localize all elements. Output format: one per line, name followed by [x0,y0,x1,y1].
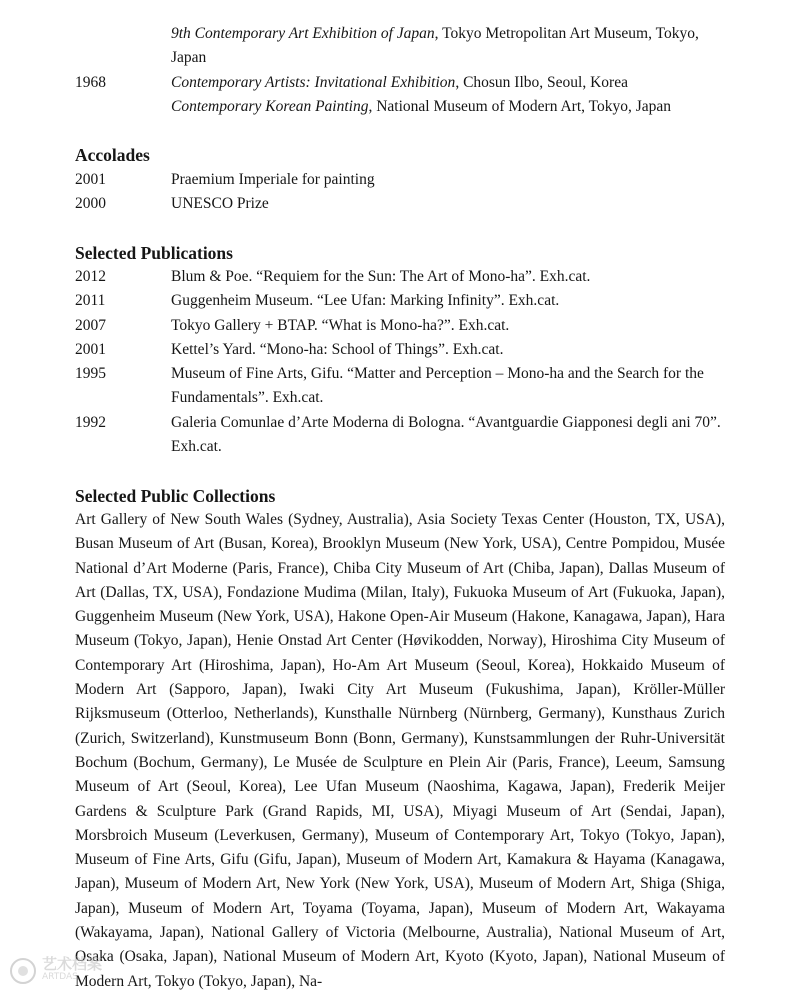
watermark [10,955,103,984]
publication-year: 2007 [75,316,106,334]
exhibition-title: Contemporary Korean Painting [171,97,369,115]
accolade-year: 2001 [75,170,106,188]
collections-heading: Selected Public Collections [75,485,276,506]
exhibition-title: 9th Contemporary Art Exhibition of Japan [171,25,435,42]
exhibition-row [75,71,725,95]
watermark-logo-icon [10,958,36,984]
accolade-row [75,192,725,216]
publication-year: 2001 [75,340,106,358]
publication-row [75,265,725,289]
publication-row [75,411,725,460]
section-spacer [75,459,725,483]
exhibition-venue: , Chosun Ilbo, Seoul, Korea [455,73,628,91]
exhibition-row [75,95,725,119]
publication-row [75,362,725,411]
exhibition-entry [171,22,725,71]
publication-row [75,338,725,362]
exhibition-venue-cont: Japan [171,49,207,67]
publication-year: 2012 [75,267,106,285]
watermark-text [42,955,103,984]
publication-text: Tokyo Gallery + BTAP. “What is Mono-ha?”. Exh.cat. [171,316,510,334]
publication-year: 2011 [75,292,106,310]
exhibition-year: 1968 [75,73,106,91]
publication-row [75,314,725,338]
exhibition-title: Contemporary Artists: Invitational Exhibition [171,73,456,91]
publication-text: Kettel’s Yard. “Mono-ha: School of Things”. Exh.cat. [171,340,504,358]
accolade-year: 2000 [75,195,106,213]
exhibition-year [75,22,171,71]
exhibition-entry [171,95,725,119]
accolade-row [75,168,725,192]
exhibition-entry [171,71,725,95]
publication-text: Galeria Comunlae d’Arte Moderna di Bologna. “Avantguardie Giapponesi degli ani 70”. Exh.cat. [171,413,721,456]
publications-heading: Selected Publications [75,242,233,263]
publication-text: Guggenheim Museum. “Lee Ufan: Marking Infinity”. Exh.cat. [171,292,560,310]
accolades-heading: Accolades [75,145,150,166]
publication-text: Blum & Poe. “Requiem for the Sun: The Art of Mono-ha”. Exh.cat. [171,267,591,285]
accolade-text: UNESCO Prize [171,195,269,213]
watermark-subtitle: ARTDAS [42,972,78,982]
collections-paragraph: Art Gallery of New South Wales (Sydney, Australia), Asia Society Texas Center (Houston, TX, USA), Busan Museum of Art (Busan, Korea), Brooklyn Museum (New York, USA), Centre Pompidou, Musée National d’Art Moderne (Paris, France), Chiba City Museum of Art (Chiba, Japan), Dallas Museum of Art (Dallas, TX, USA), Fondazione Mudima (Milan, Italy), Fukuoka Museum of Art (Fukuoka, Japan), Guggenheim Museum (New York, USA), Hakone Open-Air Museum (Hakone, Kanagawa, Japan), Hara Museum (Tokyo, Japan), Henie Onstad Art Center (Høvikodden, Norway), Hiroshima City Museum of Contemporary Art (Hiroshima, Japan), Ho-Am Art Museum (Seoul, Korea), Hokkaido Museum of Modern Art (Sapporo, Japan), Iwaki City Art Museum (Fukushima, Japan), Kröller-Müller Rijksmuseum (Otterloo, Netherlands), Kunsthalle Nürnberg (Nürnberg, Germany), Kunsthaus Zurich (Zurich, Switzerland), Kunstmuseum Bonn (Bonn, Germany), Kunstsammlungen der Ruhr-Universität Bochum (Bochum, Germany), Le Musée de Sculpture en Plein Air (Paris, France), Leeum, Samsung Museum of Art (Seoul, Korea), Lee Ufan Museum (Naoshima, Kagawa, Japan), Frederik Meijer Gardens & Sculpture Park (Grand Rapids, MI, USA), Miyagi Museum of Art (Sendai, Japan), Morsbroich Museum (Leverkusen, Germany), Museum of Contemporary Art, Tokyo (Tokyo, Japan), Museum of Fine Arts, Gifu (Gifu, Japan), Museum of Modern Art, Kamakura & Hayama (Kanagawa, Japan), Museum of Modern Art, New York (New York, USA), Museum of Modern Art, Shiga (Shiga, Japan), Museum of Modern Art, Toyama (Toyama, Japan), Museum of Modern Art, Wakayama (Wakayama, Japan), National Gallery of Victoria (Melbourne, Australia), National Museum of Art, Osaka (Osaka, Japan), National Museum of Modern Art, Kyoto (Kyoto, Japan), National Museum of Modern Art, Tokyo (Tokyo, Japan), Na- [75,510,725,990]
accolade-text: Praemium Imperiale for painting [171,170,375,188]
publication-row [75,289,725,313]
publication-year: 1992 [75,413,106,431]
exhibition-row [75,22,725,71]
section-spacer [75,216,725,240]
publication-year: 1995 [75,365,106,383]
exhibition-venue: , National Museum of Modern Art, Tokyo, Japan [368,97,672,115]
exhibition-year [75,95,171,119]
document-page [75,22,725,994]
section-spacer [75,119,725,143]
watermark-title: 艺术档案 [42,955,103,973]
exhibition-venue: , Tokyo Metropolitan Art Museum, Tokyo, [434,25,699,42]
publication-text: Museum of Fine Arts, Gifu. “Matter and Perception – Mono-ha and the Search for the Fundamentals”. Exh.cat. [171,365,704,407]
